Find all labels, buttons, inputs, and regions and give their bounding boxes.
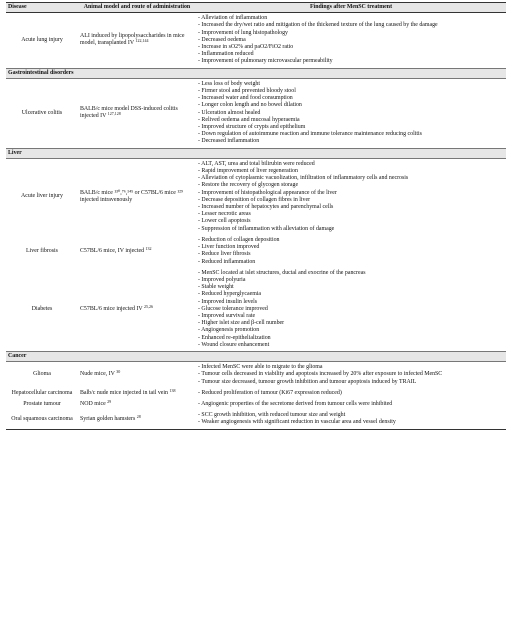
model-cell (78, 13, 196, 68)
finding-item: - Reduction of collagen deposition (198, 236, 280, 243)
model-cell (78, 268, 196, 352)
finding-item: - Glucose tolerance improved (198, 305, 268, 312)
finding-item: - Reduce liver fibrosis (198, 251, 251, 258)
section-label: Liver (6, 148, 506, 158)
model-text: BALB/c mice model DSS-induced colitis injected IV (80, 106, 178, 120)
findings-cell (196, 410, 506, 429)
model-text: Balb/c nude mice injected in tail vein (80, 389, 169, 396)
disease-cell: Liver fibrosis (26, 247, 58, 254)
finding-item: - Alleviation of inflammation (198, 15, 268, 22)
finding-item: - Improved insulin levels (198, 298, 258, 305)
mensc-findings-table (6, 2, 506, 430)
table-row (6, 410, 506, 429)
finding-item: - Angiogenic properties of the secretome derived from tumour cells were inhibited (198, 400, 393, 407)
reference-superscript: 30 (116, 369, 121, 375)
finding-item: - Firmer stool and prevented bloody stool (198, 88, 296, 95)
finding-item: - Improved polyuria (198, 276, 246, 283)
header-findings: Findings after MenSC treatment (196, 3, 506, 13)
finding-item: - Improvement of pulmonary microvascular permeability (198, 58, 333, 65)
finding-item: - Reduced inflammation (198, 258, 256, 265)
finding-item: - Improved structure of crypts and epithelium (198, 124, 306, 131)
section-row (6, 351, 506, 361)
finding-item: - Improvement of lung histopathology (198, 29, 288, 36)
model-text: Syrian golden hamsters (80, 415, 136, 422)
section-row (6, 68, 506, 78)
disease-cell: Oral squamous carcinoma (6, 410, 78, 429)
finding-item: - Alleviation of cytoplasmic vacuolization, infiltration of inflammatory cells and necrosis (198, 175, 409, 182)
table-row (6, 235, 506, 268)
section-label: Gastrointestinal disorders (6, 68, 506, 78)
finding-item: - Infected MenSC were able to migrate to the glioma (198, 364, 323, 371)
finding-item: - Weaker angiogenesis with significant reduction in vascular area and vessel density (198, 419, 396, 426)
finding-item: - Suppression of inflammation with alleviation of damage (198, 225, 335, 232)
finding-item: - Improved survival rate (198, 312, 256, 319)
finding-item: - Decrease deposition of collagen fibres in liver (198, 196, 311, 203)
finding-item: - Longer colon length and no bowel dilation (198, 102, 302, 109)
disease-cell: Ulcerative colitis (21, 109, 63, 116)
finding-item: - Lesser necrotic areas (198, 211, 251, 218)
reference-superscript: 25,26 (144, 303, 154, 309)
findings-cell (196, 388, 506, 399)
finding-item: - Liver function improved (198, 244, 260, 251)
model-text: C57BL/6 mice, IV injected (80, 247, 145, 254)
finding-item: - Rapid improvement of liver regeneration (198, 168, 298, 175)
table-row (6, 388, 506, 399)
model-text: C57BL/6 mice injected IV (80, 305, 143, 312)
reference-superscript: 127,128 (107, 111, 121, 117)
model-cell (78, 388, 196, 399)
finding-item: - Improvement of histopathological appearance of the liver (198, 189, 337, 196)
table-row (6, 399, 506, 410)
findings-cell (196, 399, 506, 410)
section-label: Cancer (6, 351, 506, 361)
table-header-row (6, 3, 506, 13)
finding-item: - SCC growth inhibition, with reduced tumour size and weight (198, 412, 346, 419)
model-text: BALB/c mice ¹³⁰,⁷⁶,¹⁴⁵ or C57BL/6 mice ¹²⁹ injected intravenously (80, 189, 183, 203)
disease-cell: Glioma (33, 371, 51, 378)
finding-item: - Higher islet size and β-cell number (198, 320, 285, 327)
finding-item: - Reduced proliferation of tumour (Ki67 expression reduced) (198, 389, 342, 396)
model-text: NOD mice (80, 400, 106, 407)
table-row (6, 268, 506, 352)
finding-item: - Stable weight (198, 284, 234, 291)
finding-item: - Angiogenesis promotion (198, 327, 260, 334)
finding-item: - Wound closure enhancement (198, 341, 270, 348)
finding-item: - Decreased oedema (198, 36, 246, 43)
disease-cell: Prostate tumour (23, 400, 61, 407)
disease-cell: Acute lung injury (21, 36, 63, 43)
header-model: Animal model and route of administration (78, 3, 196, 13)
finding-item: - Inflammation reduced (198, 51, 254, 58)
finding-item: - ALT, AST, urea and total bilirubin were reduced (198, 160, 315, 167)
finding-item: - Enhanced re-epithelialization (198, 334, 271, 341)
findings-cell (196, 78, 506, 148)
table-row (6, 13, 506, 68)
model-cell (78, 235, 196, 268)
finding-item: - Increased number of hepatocytes and parenchymal cells (198, 204, 334, 211)
finding-item: - Restore the recovery of glycogen storage (198, 182, 299, 189)
finding-item: - Less loss of body weight (198, 80, 261, 87)
finding-item: - Down regulation of autoimmune reaction and immune tolerance maintenance reducing colitis (198, 131, 422, 138)
disease-cell: Diabetes (31, 305, 53, 312)
finding-item: - Decreased inflammation (198, 138, 260, 145)
model-cell (78, 158, 196, 235)
findings-cell (196, 268, 506, 352)
section-row (6, 148, 506, 158)
model-text: ALI induced by lipopolysaccharides in mice model, transplanted IV (80, 33, 185, 47)
table-row (6, 362, 506, 388)
finding-item: - Lower cell apoptosis (198, 218, 251, 225)
table-row (6, 158, 506, 235)
table-body (6, 13, 506, 429)
disease-cell: Acute liver injury (21, 193, 63, 200)
model-cell (78, 78, 196, 148)
findings-cell (196, 158, 506, 235)
table-row (6, 78, 506, 148)
findings-cell (196, 235, 506, 268)
finding-item: - Increase in sO2% and paO2/FiO2 ratio (198, 44, 294, 51)
model-text: Nude mice, IV (80, 371, 115, 378)
model-cell (78, 410, 196, 429)
findings-cell (196, 13, 506, 68)
finding-item: - Reduced hyperglycaemia (198, 291, 262, 298)
reference-superscript: 138 (169, 387, 176, 393)
finding-item: - Increased the dry/wet ratio and mitigation of the thickened texture of the lung caused by the damage (198, 22, 438, 29)
reference-superscript: 29 (107, 398, 112, 404)
reference-superscript: 132 (145, 245, 152, 251)
model-cell (78, 362, 196, 388)
disease-cell: Hepatocellular carcinoma (11, 389, 73, 396)
reference-superscript: 122,144 (135, 38, 149, 44)
finding-item: - Relived oedema and mucosal hyperaemia (198, 116, 300, 123)
finding-item: - Tumour size decreased, tumour growth inhibition and tumour apoptosis induced by TRAIL (198, 378, 417, 385)
finding-item: - Increased water and food consumption (198, 95, 293, 102)
finding-item: - Ulceration almost healed (198, 109, 261, 116)
finding-item: - Tumour cells decreased in viability and apoptosis increased by 20% after exposure to infected MenSC (198, 371, 443, 378)
reference-superscript: 28 (136, 413, 141, 419)
finding-item: - MenSC located at islet structures, ductal and exocrine of the pancreas (198, 269, 366, 276)
model-cell (78, 399, 196, 410)
header-disease: Disease (6, 3, 78, 13)
findings-cell (196, 362, 506, 388)
